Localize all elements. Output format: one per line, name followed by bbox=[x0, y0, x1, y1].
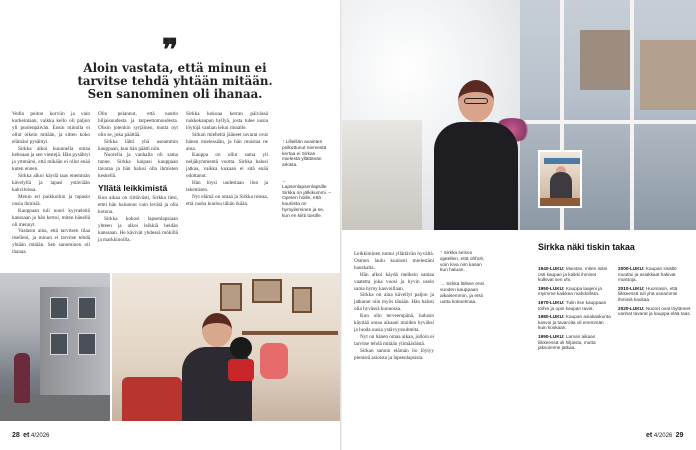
paragraph: Kauppaan tuli nuori kyyneleitä kanssaan ja hän kertoi, miten hänellä oli mennyt. bbox=[12, 207, 90, 228]
left-column-3 bbox=[186, 111, 268, 208]
caption: ↑ Sirkka seisoo ajatellen, että ohhoh, voin kiva nim kasan kun haluan. bbox=[440, 251, 485, 274]
paragraph: Olin pelannut, että nautin hiljaisuudesta ja tarpeettomuudesta. Olisin jotenkin syrjäinen, mutta nyt olin se, joka päättää. bbox=[98, 111, 178, 138]
timeline-column-1 bbox=[538, 266, 612, 354]
page-number: 28 bbox=[12, 432, 20, 439]
timeline-entry: 1940-LUKU: Muistan, miten isäni osti kaupan ja kaikki ihmiset kulkivat sen ohi. bbox=[538, 266, 608, 283]
left-column-1 bbox=[12, 111, 90, 256]
paragraph: Nuorella ja vanhalla oli sama tunne. Sirkka kaipasi kauppaan tavaraa ja hän halusi olla ihmisten keskellä. bbox=[98, 152, 178, 180]
paragraph: Vedin peiton korviin ja vain korkeintaan, vaikka kello oli paljon yli puolenpäivän. Ensin minulla ei ollut oikein mitään, ja sitten koko elämäni pysähtyi. bbox=[12, 111, 90, 145]
paragraph: Kauppa on ollut sama yli neljäkymmentä vuotta. Sirkka halusi jatkaa, vaikka kukaan ei sitä enää odottanut. bbox=[186, 152, 268, 180]
right-page bbox=[342, 0, 696, 450]
caption: ↑ Lilleillän avainten polkuttunut niemestä kertaa ei Sirkan mielestä yllättävän arkista. bbox=[282, 140, 327, 169]
paragraph: Vastasin aina, että tarvitsen tilaa itselleni, ja minun ei tarvitse tehdä yhtään mitään. Sen sanominen oli ihanaa. bbox=[12, 228, 90, 256]
paragraph: Nyt on hänen omaa aikaa, jolloin ei tarvitse tehdä mitään ylimääräistä. bbox=[354, 333, 434, 347]
paragraph: Leikkiminen tuntui yllättävän hyvältä. Osmon laulu kuulosti mielestäni hauskalta. bbox=[354, 251, 434, 271]
paragraph: Sirkka on aina kävellyt paljon ja jatkanut niin myös tänään. Hän halusi olla hyvässä kunnossa. bbox=[354, 292, 434, 313]
timeline-entry: 1970-LUKU: Tulin itse kauppaan töihin ja opin kaupan tavat. bbox=[538, 299, 607, 311]
photo-captions bbox=[282, 140, 332, 230]
left-column-2 bbox=[98, 111, 178, 243]
paragraph: Sirkka alkoi kuunnella omaa kehoaan ja sen viestejä. Hän pysähtyi ja ymmärsi, että mikään ei ollut enää kuten ennen. bbox=[12, 145, 90, 173]
timeline-entry: 1990-LUKU: Laman aikaan liikkeessä oli hiljaista, mutta jaksoimme jatkaa. bbox=[538, 333, 596, 351]
timeline-entry: 2010-LUKU: Huomasin, että liikkeessä tuli yhä useammin ihmisiä kaukaa. bbox=[618, 285, 678, 302]
paragraph: Menin eri paikkoihin ja tapasin uusia ihmisiä. bbox=[12, 193, 90, 207]
caption: ← Lapsenlapsenlapsille Sirkka on jälkikummi. – Opeten hoille, että kauriista on hymyileminen ja se, kun en kiitti toisille. bbox=[282, 178, 332, 219]
paragraph: Sirkka alkoi käydä taas enemmän kävelyllä ja tapasi ystäviään kahviloissa. bbox=[12, 173, 90, 193]
paragraph: Sirkan sanoin elämän ilo löytyy pienistä asioista ja lapsenlapsista. bbox=[354, 347, 434, 361]
paragraph: Hän löysi uudestaan ilon ja tekemisen. bbox=[186, 180, 268, 193]
paragraph: Sirkka kokosi lapsenlapsiaan yhteen ja alkoi leikkiä heidän kanssaan. He kävivät yhdessä mökillä ja markkinoilla. bbox=[98, 215, 178, 243]
left-page bbox=[0, 0, 340, 450]
timeline-title: Sirkka näki tiskin takaa bbox=[538, 242, 635, 252]
paragraph: Kun olin terveempänä, halusin käyttää omaa aikaani muiden hyväksi ja luoda uusia ystävyyssuhteita. bbox=[354, 313, 434, 333]
left-footer bbox=[12, 432, 49, 439]
right-column-1 bbox=[354, 251, 434, 362]
paragraph: Nyt elämä on omaa ja Sirkka toteaa, että rauha kuuluu tähän ikään. bbox=[186, 193, 268, 207]
paragraph: Sirkan mieheltä jääneet tavarat ovat hänen mielessään, ja hän muistaa ne aina. bbox=[186, 131, 268, 152]
paragraph: Kun aikaa on riittävästi, Sirkka tiesi, ettei hän halunnut vain levätä ja olla kotona. bbox=[98, 195, 178, 215]
page-number: 29 bbox=[675, 432, 684, 439]
inset-photo bbox=[538, 150, 582, 208]
quote-mark-icon: ❞ bbox=[162, 33, 179, 68]
photo-woman-at-window bbox=[342, 0, 696, 230]
pull-quote: Aloin vastata, että minun ei tarvitse tehdä yhtään mitään. Sen sanominen oli ihanaa. bbox=[77, 61, 273, 101]
interior-photo bbox=[112, 273, 340, 421]
paragraph: Sirkka kokoaa kerran päivässä nukkekaupan hyllyä, josta tulee uusia löytöjä vanhan lelun rinnalle. bbox=[186, 111, 268, 131]
magazine-name: et bbox=[646, 432, 653, 439]
magazine-name: et bbox=[23, 432, 30, 439]
timeline-column-2 bbox=[618, 266, 692, 320]
photo-street-and-interior bbox=[0, 273, 340, 421]
street-photo bbox=[0, 273, 110, 421]
paragraph: Sirkka lähti yhä useammin kauppaan, kun hän päätti niin. bbox=[98, 138, 178, 152]
caption: → Sirkka lähtee ensi vuoden kauppaan aikaisemmin, ja etsii uutta kokoelmaa. bbox=[440, 282, 484, 305]
timeline-entry: 2020-LUKU: Nuoret ovat löytäneet vanhat tavarat ja kauppa elää taas. bbox=[618, 305, 691, 317]
right-photo-captions bbox=[440, 251, 490, 313]
paragraph: Hän alkoi käydä melkein samaa vaatetta joka vuosi ja hyvin usein sama hymy kasvoillaan. bbox=[354, 271, 434, 292]
subheading: Yllätä leikkimistä bbox=[98, 183, 168, 194]
timeline-entry: 1980-LUKU: Kaupan asiakaskunta kasvoi ja tavaroita oli enemmän kuin koskaan. bbox=[538, 314, 611, 331]
issue-number: 4/2026 bbox=[653, 433, 673, 439]
issue-number: 4/2026 bbox=[31, 433, 50, 439]
timeline-entry: 1950-LUKU: Kauppa laajeni ja myimme kaikkea mahdollista. bbox=[538, 285, 602, 297]
right-footer bbox=[646, 432, 683, 439]
timeline-entry: 2000-LUKU: Kaupan sisältö muuttui ja asiakkaat hakivat muistoja. bbox=[618, 266, 677, 283]
